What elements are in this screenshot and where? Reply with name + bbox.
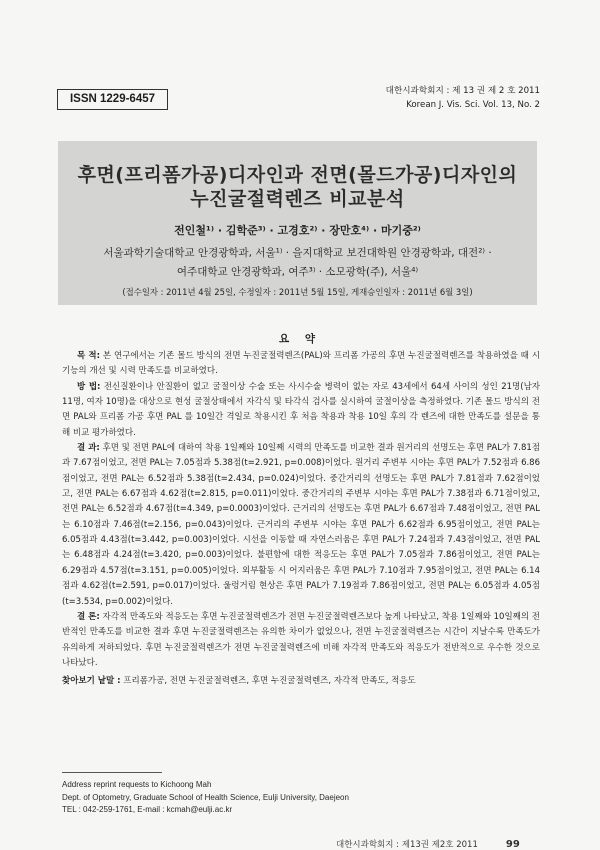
- footnote-line-1: Address reprint requests to Kichoong Mah: [62, 780, 212, 789]
- page-footer: [336, 838, 520, 850]
- submission-dates: (접수일자 : 2011년 4월 25일, 수정일자 : 2011년 5월 15일, 게재승인일자 : 2011년 6월 3일): [122, 287, 473, 297]
- keywords-label: 찾아보기 낱말 :: [62, 676, 121, 687]
- purpose-text: 본 연구에서는 기존 몰드 방식의 전면 누진굴절력렌즈(PAL)와 프리폼 가공의 후면 누진굴절력렌즈를 착용하였을 때 시기능의 개선 및 시력 만족도를 비교하였다.: [62, 351, 540, 377]
- footnote-divider: [62, 772, 162, 773]
- method-label: 방 법:: [77, 381, 101, 392]
- title-line-1: 후면(프리폼가공)디자인과 전면(몰드가공)디자인의: [77, 164, 518, 186]
- abstract-heading: 요 약: [279, 333, 321, 345]
- purpose-label: 목 적:: [77, 351, 100, 361]
- abstract-method: [62, 380, 540, 441]
- abstract-conclusion: [62, 610, 540, 671]
- conclusion-label: 결 론:: [77, 611, 100, 622]
- journal-english: Korean J. Vis. Sci. Vol. 13, No. 2: [406, 99, 540, 110]
- title-line-2: 누진굴절력렌즈 비교분석: [190, 188, 405, 210]
- conclusion-text: 자각적 만족도와 적응도는 후면 누진굴절력렌즈가 전면 누진굴절력렌즈보다 높게 나타났고, 착용 1일째와 10일째의 전반적인 만족도를 비교한 결과 후면 누진굴절력렌즈는 유의한 차이가 없었으나, 전면 누진굴절력렌즈는 시간이 지날수록 만족도가 유의하게 저하되었다. 후면 누진굴절력렌즈가 전면 누진굴절력렌즈에 비해 자각적 만족도와 적응도가 전반적으로 우수한 것으로 나타났다.: [62, 611, 541, 668]
- journal-korean: 대한시과학회지 : 제 13 권 제 2 호 2011: [385, 86, 540, 96]
- keywords-text: 프리폼가공, 전면 누진굴절력렌즈, 후면 누진굴절력렌즈, 자각적 만족도, 적응도: [120, 676, 416, 687]
- abstract-keywords: [62, 674, 540, 689]
- affiliation-line-1: 서울과학기술대학교 안경광학과, 서울¹⁾ · 을지대학교 보건대학원 안경광학과, 대전²⁾ ·: [103, 247, 492, 259]
- footer-journal: 대한시과학회지 : 제13권 제2호 2011: [336, 840, 478, 850]
- issn-box: ISSN 1229-6457: [57, 89, 168, 110]
- affiliation-line-2: 여주대학교 안경광학과, 여주³⁾ · 소모광학(주), 서울⁴⁾: [176, 266, 419, 278]
- journal-info: [386, 85, 540, 112]
- results-label: 결 과:: [77, 443, 100, 454]
- footnote-line-2: Dept. of Optometry, Graduate School of Health Science, Eulji University, Daejeon: [62, 792, 349, 802]
- correspondence-note: [62, 779, 349, 817]
- abstract-body: [62, 349, 540, 690]
- page-number: 99: [505, 839, 520, 850]
- abstract-purpose: [62, 349, 540, 380]
- results-text: 후면 및 전면 PAL에 대하여 착용 1일째와 10일째 시력의 만족도를 비교한 결과 원거리의 선명도는 후면 PAL가 7.81점과 7.67점이었고, 전면 PAL는 7.05점과 5.38점(t=2.921, p=0.008)이었다. 원거리 주변부 시야는 후면 PAL가 7.52점과 6.86점이었고, 전면 PAL는 6.52점과 5.38점(t=2.434, p=0.024)이었다. 중간거리의 선명도는 후면 PAL가 7.81점과 7.62점이었고, 전면 PAL는 6.67점과 4.62점(t=2.815, p=0.011)이었다. 중간거리의 주변부 시야는 후면 PAL가 7.38점과 6.71점이었고, 전면 PAL는 6.52점과 4.67점(t=4.349, p=0.0003)이었다. 근거리의 선명도는 후면 PAL가 6.67점과 7.48점이었고, 전면 PAL는 6.10점과 7.46점(t=2.156, p=0.043)이었다. 근거리의 주변부 시야는 후면 PAL가 6.62점과 6.95점이었고, 전면 PAL는 6.05점과 4.43점(t=3.442, p=0.003)이었다. 시선을 이동할 때 자연스러움은 후면 PAL가 7.24점과 7.43점이었고, 전면 PAL는 6.48점과 4.24점(t=3.420, p=0.003)이었다. 불편함에 대한 적응도는 후면 PAL가 7.05점과 7.86점이었고, 전면 PAL는 6.29점과 4.57점(t=3.151, p=0.005)이었다. 외부활동 시 어지러움은 후면 PAL가 7.10점과 7.95점이었고, 전면 PAL는 6.14점과 4.62점(t=2.591, p=0.017)이었다. 울렁거림 현상은 후면 PAL가 7.19점과 7.86점이었고, 전면 PAL는 6.05점과 4.05점(t=3.534, p=0.002)이었다.: [62, 443, 541, 607]
- footnote-line-3: TEL : 042-259-1761, E-mail : kcmah@eulji.ac.kr: [62, 805, 233, 814]
- author-list: 전인철¹⁾ · 김학준³⁾ · 고경호²⁾ · 장만호⁴⁾ · 마기중²⁾: [174, 224, 421, 237]
- abstract-results: [62, 441, 540, 610]
- method-text: 전신질환이나 안질환이 없고 굴절이상 수술 또는 사시수술 병력이 없는 자로 43세에서 64세 사이의 성인 21명(남자 11명, 여자 10명)을 대상으로 현성 굴절상태에서 자각식 및 타각식 검사를 실시하여 굴절이상을 측정하였다. 기존 몰드 방식의 전면 PAL와 프리폼 가공 후면 PAL 를 10일간 격일로 착용시킨 후 처음 착용과 착용 10일 후의 각 렌즈에 대한 만족도를 설문을 통해 비교 평가하였다.: [62, 381, 541, 438]
